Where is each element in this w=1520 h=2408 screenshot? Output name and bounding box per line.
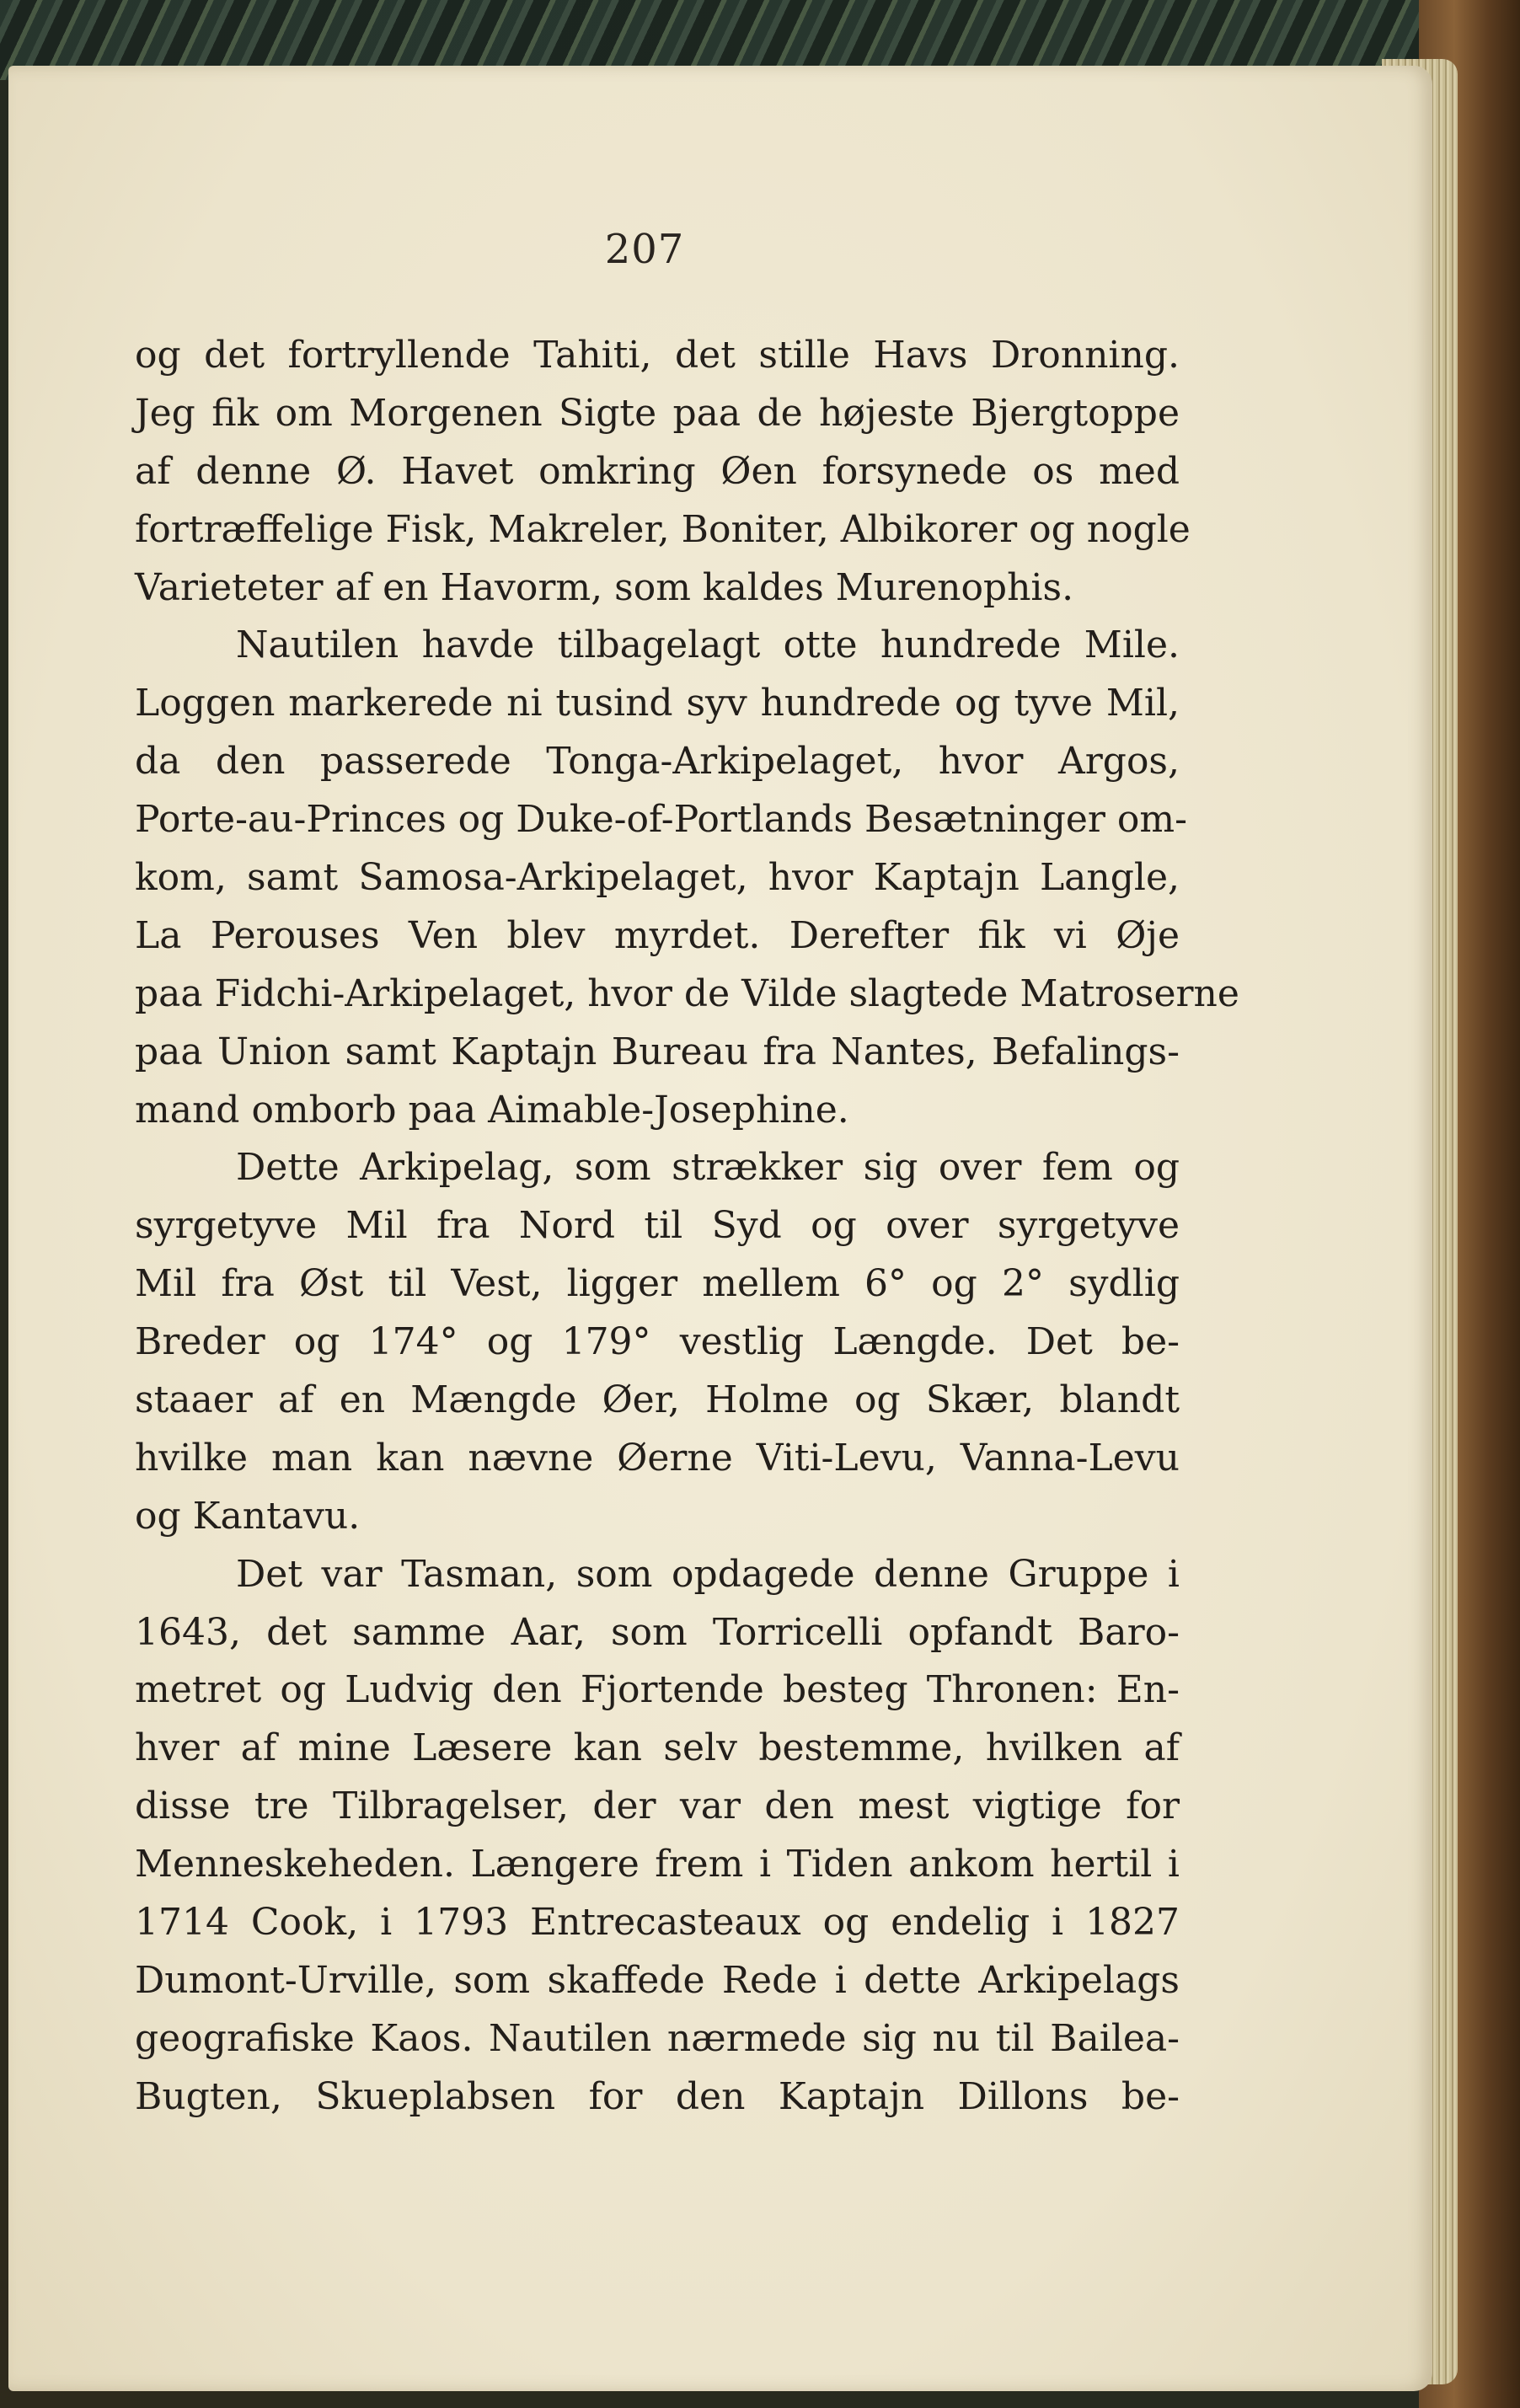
text-line: Mil fra Øst til Vest, ligger mellem 6° og 2° sydlig [135, 1262, 1180, 1306]
text-line: syrgetyve Mil fra Nord til Syd og over syrgetyve [135, 1204, 1180, 1248]
text-line: disse tre Tilbragelser, der var den mest vigtige for [135, 1785, 1180, 1828]
text-line: fortræffelige Fisk, Makreler, Boniter, Albikorer og nogle [135, 507, 1191, 551]
text-line: og Kantavu. [135, 1494, 361, 1538]
text-line: Bugten, Skueplabsen for den Kaptajn Dillons be- [135, 2074, 1180, 2118]
text-line: og det fortryllende Tahiti, det stille Havs Dronning. [135, 334, 1180, 377]
text-line: 1643, det samme Aar, som Torricelli opfandt Baro- [135, 1610, 1180, 1654]
text-line: Loggen markerede ni tusind syv hundrede og tyve Mil, [135, 682, 1180, 725]
book-page [8, 66, 1432, 2391]
text-line: staaer af en Mængde Øer, Holme og Skær, blandt [135, 1378, 1180, 1422]
text-line: paa Fidchi-Arkipelaget, hvor de Vilde slagtede Matroserne [135, 971, 1239, 1015]
text-line: Menneskeheden. Længere frem i Tiden ankom hertil i [135, 1843, 1180, 1886]
text-line: hvilke man kan nævne Øerne Viti-Levu, Vanna-Levu [135, 1436, 1180, 1480]
text-line: geografiske Kaos. Nautilen nærmede sig nu til Bailea- [135, 2016, 1180, 2060]
text-line: Dumont-Urville, som skaffede Rede i dette Arkipelags [135, 1958, 1180, 2002]
body-text [135, 327, 1239, 2127]
text-line: Varieteter af en Havorm, som kaldes Murenophis. [135, 565, 1074, 609]
text-line: kom, samt Samosa-Arkipelaget, hvor Kaptajn Langle, [135, 856, 1180, 900]
text-line: paa Union samt Kaptajn Bureau fra Nantes, Befalings- [135, 1030, 1180, 1073]
text-line: Nautilen havde tilbagelagt otte hundrede Mile. [236, 623, 1180, 667]
text-line: 1714 Cook, i 1793 Entrecasteaux og endelig i 1827 [135, 1901, 1180, 1945]
text-line: da den passerede Tonga-Arkipelaget, hvor Argos, [135, 740, 1180, 784]
text-line: La Perouses Ven blev myrdet. Derefter fik vi Øje [135, 913, 1180, 957]
page-number: 207 [604, 226, 685, 273]
text-line: Breder og 174° og 179° vestlig Længde. Det be- [135, 1320, 1180, 1364]
text-line: af denne Ø. Havet omkring Øen forsynede os med [135, 449, 1180, 493]
text-line: Porte-au-Princes og Duke-of-Portlands Besætninger om- [135, 798, 1188, 842]
text-line: mand omborb paa Aimable-Josephine. [135, 1088, 849, 1132]
text-line: metret og Ludvig den Fjortende besteg Thronen: En- [135, 1668, 1180, 1712]
text-line: Jeg fik om Morgenen Sigte paa de højeste Bjergtoppe [135, 391, 1180, 435]
text-line: hver af mine Læsere kan selv bestemme, hvilken af [135, 1726, 1180, 1770]
text-line: Dette Arkipelag, som strækker sig over fem og [236, 1146, 1180, 1190]
text-line: Det var Tasman, som opdagede denne Gruppe i [236, 1552, 1180, 1596]
